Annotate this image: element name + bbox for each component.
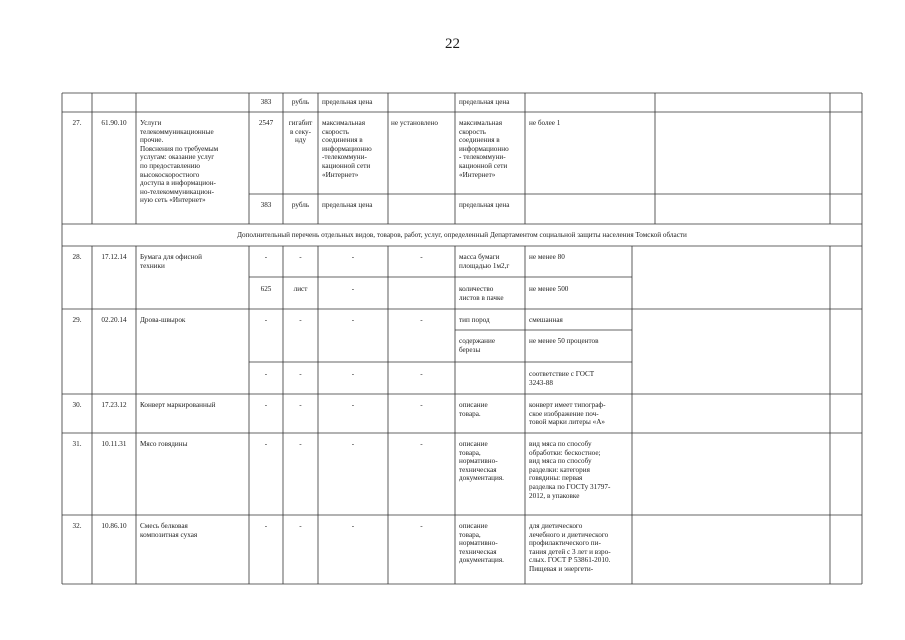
cell-property-2: описание товара. [459, 401, 488, 418]
cell-unit: рубль [291, 201, 310, 209]
cell-dash: - [264, 401, 268, 409]
cell-qty: 383 [260, 98, 272, 106]
cell-property-2: максимальная скорость соединения в информационно - телекоммуни- кационной сети «Интернет» [459, 119, 509, 179]
cell-property: предельная цена [322, 201, 373, 209]
cell-value-2: не менее 500 [529, 285, 569, 293]
cell-dash: - [351, 253, 355, 261]
cell-dash: - [264, 522, 268, 530]
cell-property-2: предельная цена [459, 98, 510, 106]
cell-qty: 2547 [258, 119, 274, 127]
row-number: 32. [72, 522, 82, 530]
cell-dash: - [351, 316, 355, 324]
row-code: 10.11.31 [101, 440, 127, 448]
cell-qty: 383 [260, 201, 272, 209]
row-name: Смесь белковая композитная сухая [140, 522, 198, 539]
cell-dash: - [351, 285, 355, 293]
row-number: 31. [72, 440, 82, 448]
cell-value-2: соответствие с ГОСТ 3243-88 [529, 370, 595, 387]
cell-unit: гигабит в секу- нду [288, 119, 313, 145]
cell-dash: - [299, 253, 302, 261]
cell-dash: - [420, 253, 423, 261]
row-number: 27. [72, 119, 82, 127]
row-code: 17.23.12 [101, 401, 127, 409]
cell-value: не установлено [391, 119, 438, 127]
row-number: 28. [72, 253, 82, 261]
section-header: Дополнительный перечень отдельных видов, товаров, работ, услуг, определенный Департаментом социальной защиты населения Томской области [237, 231, 687, 239]
cell-property: максимальная скорость соединения в информационно -телекоммуни- кационной сети «Интернет» [322, 119, 372, 179]
cell-property-2: масса бумаги площадью 1м2,г [459, 253, 510, 270]
row-number: 29. [72, 316, 82, 324]
cell-property-2: описание товара, нормативно- техническая документация. [459, 522, 504, 565]
row-name: Конверт маркированный [140, 401, 216, 409]
cell-dash: - [420, 316, 423, 324]
cell-value-2: не менее 50 процентов [529, 337, 599, 345]
cell-dash: - [420, 401, 423, 409]
cell-dash: - [420, 440, 423, 448]
cell-value-2: смешанная [529, 316, 563, 324]
cell-value-2: не более 1 [529, 119, 561, 127]
cell-dash: - [264, 253, 268, 261]
cell-dash: - [299, 522, 302, 530]
cell-dash: - [299, 370, 302, 378]
cell-property-2: предельная цена [459, 201, 510, 209]
cell-qty: 625 [260, 285, 272, 293]
row-code: 17.12.14 [101, 253, 127, 261]
cell-unit: рубль [291, 98, 310, 106]
cell-dash: - [420, 522, 423, 530]
cell-property-2: описание товара, нормативно- техническая документация. [459, 440, 504, 483]
row-name: Услуги телекоммуникационные прочие. Пояснения по требуемым услугам: оказание услуг по предоставлению высокоскоростного доступа в информацион- но-телекоммуникацион- ную сеть «Интернет» [140, 119, 219, 205]
cell-value-2: конверт имеет типограф- ское изображение поч- товой марки литеры «А» [529, 401, 606, 427]
cell-value-2: вид мяса по способу обработки: бескостное; вид мяса по способу разделки: категория говядины: первая разделка по ГОСТу 31797- 2012, в упаковке [529, 440, 611, 500]
cell-dash: - [299, 316, 302, 324]
cell-property: предельная цена [322, 98, 373, 106]
row-name: Бумага для офисной техники [140, 253, 202, 270]
cell-dash: - [264, 316, 268, 324]
row-code: 61.90.10 [101, 119, 127, 127]
row-code: 02.20.14 [101, 316, 127, 324]
cell-dash: - [299, 440, 302, 448]
cell-property-2: количество листов в пачке [459, 285, 504, 302]
cell-unit: лист [293, 285, 308, 293]
cell-property-2: содержание березы [459, 337, 496, 354]
cell-dash: - [351, 401, 355, 409]
cell-dash: - [299, 401, 302, 409]
cell-value-2: для диетического лечебного и диетического профилактического пи- тания детей с 3 лет и взро- слых. ГОСТ Р 53861-2010. Пищевая и энергети- [529, 522, 611, 573]
row-code: 10.86.10 [101, 522, 127, 530]
cell-dash: - [420, 370, 423, 378]
cell-dash: - [264, 440, 268, 448]
page-number: 22 [445, 36, 460, 52]
cell-dash: - [351, 522, 355, 530]
row-name: Дрова-швырок [140, 316, 186, 324]
row-number: 30. [72, 401, 82, 409]
cell-dash: - [351, 440, 355, 448]
row-name: Мясо говядины [140, 440, 188, 448]
cell-dash: - [351, 370, 355, 378]
cell-value-2: не менее 80 [529, 253, 565, 261]
cell-dash: - [264, 370, 268, 378]
cell-property-2: тип пород [459, 316, 490, 324]
